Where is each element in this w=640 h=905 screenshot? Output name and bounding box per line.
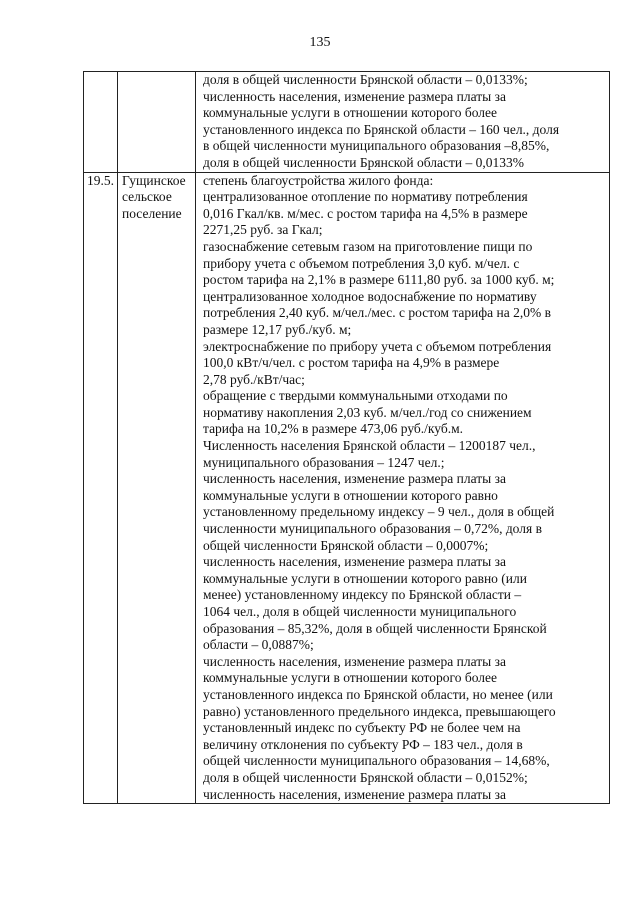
settlement-name-line: сельское (122, 189, 172, 205)
description-line: численность населения, изменение размера платы за (203, 653, 506, 669)
description-line: потребления 2,40 куб. м/чел./мес. с ростом тарифа на 2,0% в (203, 305, 551, 321)
description-line: численность населения, изменение размера платы за (203, 786, 506, 802)
page-number: 135 (309, 35, 331, 50)
description-line: установленному предельному индексу – 9 чел., доля в общей (203, 504, 555, 520)
description-line: в общей численности муниципального образования –8,85%, (203, 138, 550, 154)
description-line: степень благоустройства жилого фонда: (203, 172, 434, 188)
description-line: 0,016 Гкал/кв. м/мес. с ростом тарифа на 4,5% в размере (203, 205, 528, 221)
row-number-cell (84, 172, 118, 804)
description-line: ростом тарифа на 2,1% в размере 6111,80 руб. за 1000 куб. м; (203, 272, 555, 288)
row-number-cell (84, 72, 118, 173)
description-line: Численность населения Брянской области – 1200187 чел., (203, 438, 536, 454)
description-line: величину отклонения по субъекту РФ – 183 чел., доля в (203, 736, 523, 752)
description-line: коммунальные услуги в отношении которого более (203, 105, 497, 121)
settlement-cell (118, 72, 196, 173)
description-line: общей численности Брянской области – 0,0007%; (203, 537, 489, 553)
settlement-name-line: поселение (122, 205, 182, 221)
description-line: централизованное холодное водоснабжение по нормативу (203, 288, 537, 304)
description-line: доля в общей численности Брянской области – 0,0133%; (203, 72, 528, 87)
description-line: коммунальные услуги в отношении которого более (203, 670, 497, 686)
description-line: менее) установленному индексу по Брянской области – (203, 587, 522, 603)
description-line: доля в общей численности Брянской области – 0,0133% (203, 154, 525, 170)
description-line: муниципального образования – 1247 чел.; (203, 454, 445, 470)
description-line: обращение с твердыми коммунальными отходами по (203, 388, 508, 404)
description-line: нормативу накопления 2,03 куб. м/чел./год со снижением (203, 404, 532, 420)
description-cell (196, 172, 610, 804)
description-line: централизованное отопление по нормативу потребления (203, 189, 528, 205)
description-line: электроснабжение по прибору учета с объемом потребления (203, 338, 552, 354)
description-line: численность населения, изменение размера платы за (203, 471, 506, 487)
description-line: коммунальные услуги в отношении которого равно (или (203, 570, 527, 586)
description-line: численности муниципального образования – 0,72%, доля в (203, 521, 542, 537)
description-line: установленный индекс по субъекту РФ не более чем на (203, 720, 521, 736)
description-line: газоснабжение сетевым газом на приготовление пищи по (203, 238, 533, 254)
description-line: доля в общей численности Брянской области – 0,0152%; (203, 769, 528, 785)
settlement-cell (118, 172, 196, 804)
description-line: численность населения, изменение размера платы за (203, 88, 506, 104)
description-line: образования – 85,32%, доля в общей численности Брянской (203, 620, 547, 636)
description-line: равно) установленного предельного индекса, превышающего (203, 703, 556, 719)
settlement-name-line: Гущинское (122, 172, 186, 188)
table-row (84, 172, 610, 804)
description-line: 100,0 кВт/ч/чел. с ростом тарифа на 4,9% в размере (203, 355, 500, 371)
document-table (83, 71, 610, 804)
description-line: размере 12,17 руб./куб. м; (203, 321, 352, 337)
row-number: 19.5. (87, 172, 114, 188)
description-line: 2,78 руб./кВт/час; (203, 371, 305, 387)
description-line: 1064 чел., доля в общей численности муниципального (203, 604, 517, 619)
description-line: тарифа на 10,2% в размере 473,06 руб./куб.м. (203, 421, 464, 437)
description-line: численность населения, изменение размера платы за (203, 554, 506, 570)
description-line: установленного индекса по Брянской области – 160 чел., доля (203, 121, 560, 137)
description-line: коммунальные услуги в отношении которого равно (203, 487, 498, 503)
description-line: общей численности муниципального образования – 14,68%, (203, 753, 550, 769)
table-row (84, 72, 610, 173)
description-line: области – 0,0887%; (203, 637, 314, 653)
description-cell (196, 72, 610, 173)
description-line: установленного индекса по Брянской области, но менее (или (203, 686, 553, 702)
description-line: 2271,25 руб. за Гкал; (203, 222, 323, 238)
description-line: прибору учета с объемом потребления 3,0 куб. м/чел. с (203, 255, 520, 271)
